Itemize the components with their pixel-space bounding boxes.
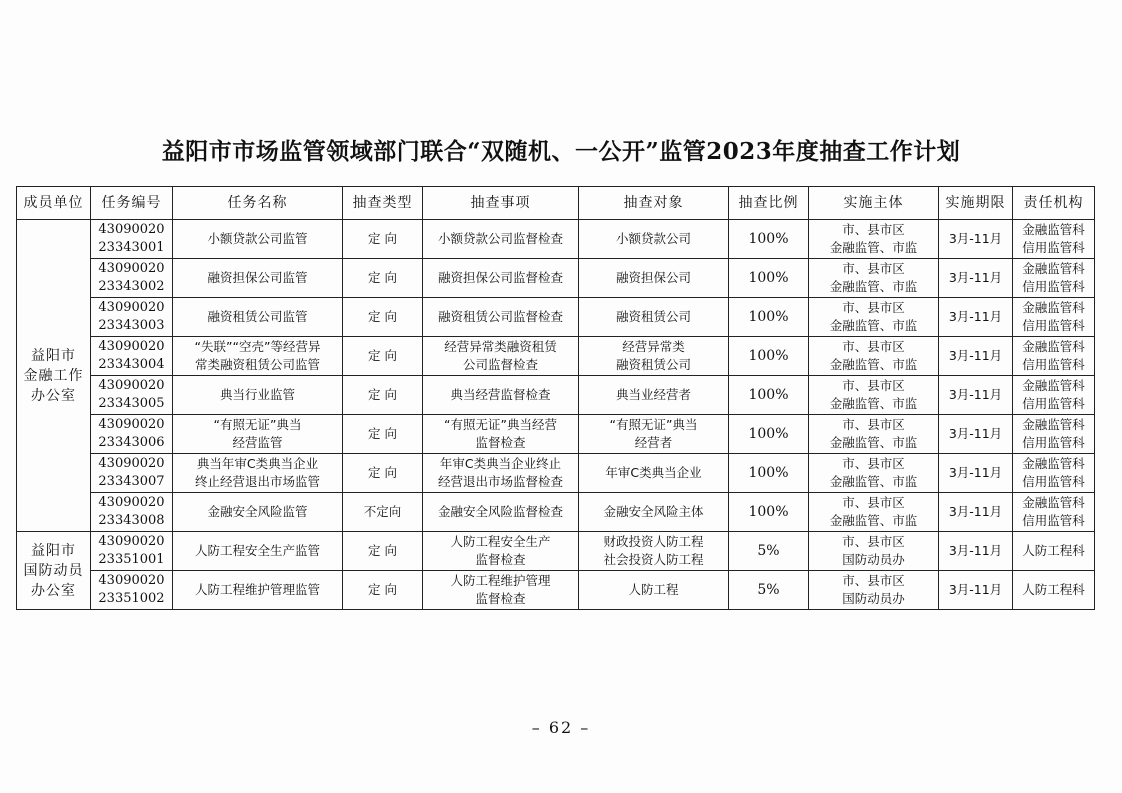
- implementing-body-cell: [809, 376, 939, 415]
- implementing-body-cell: [809, 298, 939, 337]
- task-code-line: 23343004: [98, 357, 165, 372]
- inspection-item-line: 经营异常类融资租赁: [444, 339, 557, 354]
- inspection-item-line: 监督检查: [475, 591, 526, 606]
- inspection-ratio-cell: 5%: [729, 571, 809, 610]
- inspection-target-line: 社会投资人防工程: [603, 552, 704, 567]
- inspection-target-cell: [579, 337, 729, 376]
- responsible-org-line: 金融监管科: [1022, 261, 1085, 276]
- table-row: [17, 220, 1095, 259]
- responsible-org-line: 人防工程科: [1022, 582, 1085, 597]
- task-name-cell: [173, 376, 343, 415]
- inspection-type-cell: 定 向: [343, 454, 423, 493]
- task-code-cell: [91, 337, 173, 376]
- implementing-body-line: 市、县市区: [842, 339, 905, 354]
- implementing-body-line: 市、县市区: [842, 261, 905, 276]
- inspection-ratio-cell: 100%: [729, 337, 809, 376]
- inspection-target-cell: [579, 571, 729, 610]
- inspection-target-cell: [579, 532, 729, 571]
- task-name-cell: [173, 571, 343, 610]
- task-name-cell: [173, 298, 343, 337]
- responsible-org-cell: [1013, 454, 1095, 493]
- implementing-body-line: 金融监管、市监: [829, 474, 918, 489]
- responsible-org-line: 金融监管科: [1022, 339, 1085, 354]
- inspection-item-cell: [423, 532, 579, 571]
- task-name-line: 融资租赁公司监管: [207, 309, 308, 324]
- inspection-target-line: 人防工程: [628, 582, 679, 597]
- responsible-org-line: 金融监管科: [1022, 300, 1085, 315]
- task-name-line: 经营监管: [232, 435, 283, 450]
- implementing-body-line: 国防动员办: [842, 552, 905, 567]
- task-code-line: 43090020: [98, 456, 165, 471]
- responsible-org-cell: [1013, 571, 1095, 610]
- responsible-org-line: 信用监管科: [1022, 318, 1085, 333]
- responsible-org-line: 信用监管科: [1022, 513, 1085, 528]
- inspection-item-line: 经营退出市场监督检查: [437, 474, 563, 489]
- task-code-cell: [91, 259, 173, 298]
- header-member-unit: 成员单位: [17, 187, 91, 220]
- task-code-line: 23343001: [98, 240, 165, 255]
- responsible-org-cell: [1013, 493, 1095, 532]
- member-unit-line: 益阳市: [31, 542, 76, 559]
- implementation-period-cell: 3月-11月: [939, 337, 1013, 376]
- table-row: [17, 571, 1095, 610]
- responsible-org-line: 金融监管科: [1022, 417, 1085, 432]
- task-name-line: 人防工程安全生产监管: [194, 543, 320, 558]
- header-inspection-target: 抽查对象: [579, 187, 729, 220]
- implementing-body-line: 市、县市区: [842, 417, 905, 432]
- inspection-item-cell: [423, 376, 579, 415]
- implementing-body-line: 金融监管、市监: [829, 357, 918, 372]
- table-row: [17, 532, 1095, 571]
- page-number: – 62 –: [531, 718, 591, 737]
- header-responsible-org: 责任机构: [1013, 187, 1095, 220]
- inspection-item-cell: [423, 220, 579, 259]
- responsible-org-line: 金融监管科: [1022, 495, 1085, 510]
- task-name-cell: [173, 493, 343, 532]
- table-row: [17, 259, 1095, 298]
- responsible-org-cell: [1013, 298, 1095, 337]
- page-title: 益阳市市场监管领域部门联合“双随机、一公开”监管2023年度抽查工作计划: [161, 138, 961, 165]
- inspection-item-line: 融资租赁公司监督检查: [437, 309, 563, 324]
- table-body: [17, 220, 1095, 610]
- inspection-target-line: 金融安全风险主体: [603, 504, 704, 519]
- implementing-body-cell: [809, 259, 939, 298]
- task-code-line: 43090020: [98, 378, 165, 393]
- responsible-org-line: 金融监管科: [1022, 378, 1085, 393]
- implementation-period-cell: 3月-11月: [939, 259, 1013, 298]
- implementing-body-line: 市、县市区: [842, 222, 905, 237]
- table-header-row: [17, 187, 1095, 220]
- inspection-target-cell: [579, 493, 729, 532]
- task-code-cell: [91, 298, 173, 337]
- task-code-cell: [91, 532, 173, 571]
- responsible-org-cell: [1013, 532, 1095, 571]
- implementation-period-cell: 3月-11月: [939, 298, 1013, 337]
- task-code-cell: [91, 220, 173, 259]
- implementing-body-line: 金融监管、市监: [829, 435, 918, 450]
- inspection-item-line: 典当经营监督检查: [450, 387, 551, 402]
- task-code-line: 43090020: [98, 339, 165, 354]
- inspection-type-cell: 定 向: [343, 415, 423, 454]
- task-code-line: 43090020: [98, 573, 165, 588]
- member-unit-line: 金融工作: [23, 367, 84, 384]
- inspection-ratio-cell: 100%: [729, 415, 809, 454]
- member-unit-line: 办公室: [31, 582, 76, 599]
- implementing-body-line: 市、县市区: [842, 573, 905, 588]
- task-code-line: 23343006: [98, 435, 165, 450]
- task-code-cell: [91, 376, 173, 415]
- task-name-line: 融资担保公司监管: [207, 270, 308, 285]
- responsible-org-line: 人防工程科: [1022, 543, 1085, 558]
- task-name-line: 典当行业监管: [219, 387, 295, 402]
- inspection-type-cell: 定 向: [343, 571, 423, 610]
- task-name-line: 金融安全风险监管: [207, 504, 308, 519]
- implementing-body-line: 金融监管、市监: [829, 240, 918, 255]
- task-code-line: 23351001: [98, 552, 165, 567]
- header-inspection-ratio: 抽查比例: [729, 187, 809, 220]
- implementation-period-cell: 3月-11月: [939, 220, 1013, 259]
- implementation-period-cell: 3月-11月: [939, 376, 1013, 415]
- inspection-item-cell: [423, 415, 579, 454]
- member-unit-cell: [17, 220, 91, 532]
- implementing-body-cell: [809, 415, 939, 454]
- task-code-cell: [91, 571, 173, 610]
- task-code-line: 43090020: [98, 300, 165, 315]
- inspection-item-cell: [423, 493, 579, 532]
- implementing-body-line: 市、县市区: [842, 300, 905, 315]
- table-row: [17, 415, 1095, 454]
- member-unit-line: 益阳市: [31, 347, 76, 364]
- responsible-org-line: 金融监管科: [1022, 222, 1085, 237]
- inspection-ratio-cell: 100%: [729, 454, 809, 493]
- implementing-body-line: 金融监管、市监: [829, 396, 918, 411]
- inspection-type-cell: 定 向: [343, 220, 423, 259]
- responsible-org-cell: [1013, 337, 1095, 376]
- responsible-org-line: 金融监管科: [1022, 456, 1085, 471]
- responsible-org-line: 信用监管科: [1022, 357, 1085, 372]
- task-code-line: 43090020: [98, 417, 165, 432]
- task-code-line: 23343003: [98, 318, 165, 333]
- inspection-item-cell: [423, 298, 579, 337]
- header-inspection-type: 抽查类型: [343, 187, 423, 220]
- inspection-target-line: 融资租赁公司: [615, 309, 691, 324]
- inspection-ratio-cell: 100%: [729, 259, 809, 298]
- member-unit-line: 国防动员: [23, 562, 84, 579]
- responsible-org-cell: [1013, 259, 1095, 298]
- task-code-line: 23343007: [98, 474, 165, 489]
- task-name-line: 终止经营退出市场监管: [194, 474, 320, 489]
- implementation-period-cell: 3月-11月: [939, 493, 1013, 532]
- task-code-cell: [91, 454, 173, 493]
- inspection-ratio-cell: 100%: [729, 220, 809, 259]
- task-name-cell: [173, 454, 343, 493]
- implementing-body-cell: [809, 337, 939, 376]
- inspection-ratio-cell: 5%: [729, 532, 809, 571]
- implementing-body-line: 市、县市区: [842, 495, 905, 510]
- implementing-body-line: 国防动员办: [842, 591, 905, 606]
- inspection-ratio-cell: 100%: [729, 298, 809, 337]
- inspection-item-line: 小额贷款公司监督检查: [437, 231, 563, 246]
- implementing-body-line: 市、县市区: [842, 456, 905, 471]
- task-code-line: 23351002: [98, 591, 165, 606]
- inspection-target-cell: [579, 454, 729, 493]
- inspection-type-cell: 不定向: [343, 493, 423, 532]
- inspection-target-line: 年审C类典当企业: [605, 465, 702, 480]
- table-row: [17, 493, 1095, 532]
- table-row: [17, 376, 1095, 415]
- header-implementing-body: 实施主体: [809, 187, 939, 220]
- inspection-plan-table: [16, 186, 1095, 610]
- task-code-line: 43090020: [98, 222, 165, 237]
- inspection-type-cell: 定 向: [343, 532, 423, 571]
- responsible-org-cell: [1013, 220, 1095, 259]
- inspection-target-cell: [579, 376, 729, 415]
- responsible-org-cell: [1013, 415, 1095, 454]
- inspection-target-line: 经营异常类: [622, 339, 685, 354]
- member-unit-cell: [17, 532, 91, 610]
- task-name-line: 常类融资租赁公司监管: [194, 357, 320, 372]
- responsible-org-line: 信用监管科: [1022, 240, 1085, 255]
- responsible-org-line: 信用监管科: [1022, 279, 1085, 294]
- inspection-item-cell: [423, 571, 579, 610]
- inspection-item-line: 人防工程维护管理: [450, 573, 551, 588]
- inspection-target-cell: [579, 415, 729, 454]
- inspection-target-line: 财政投资人防工程: [603, 534, 704, 549]
- implementation-period-cell: 3月-11月: [939, 415, 1013, 454]
- task-code-line: 23343005: [98, 396, 165, 411]
- task-name-line: 人防工程维护管理监管: [194, 582, 320, 597]
- task-name-line: “有照无证”典当: [213, 417, 302, 432]
- inspection-item-line: 年审C类典当企业终止: [439, 456, 562, 471]
- inspection-item-cell: [423, 259, 579, 298]
- task-code-line: 43090020: [98, 495, 165, 510]
- inspection-target-line: 典当业经营者: [615, 387, 691, 402]
- implementing-body-cell: [809, 571, 939, 610]
- responsible-org-line: 信用监管科: [1022, 435, 1085, 450]
- implementing-body-line: 金融监管、市监: [829, 513, 918, 528]
- inspection-type-cell: 定 向: [343, 376, 423, 415]
- inspection-ratio-cell: 100%: [729, 376, 809, 415]
- task-name-line: “失联”“空壳”等经营异: [194, 339, 321, 354]
- header-task-name: 任务名称: [173, 187, 343, 220]
- inspection-item-line: “有照无证”典当经营: [444, 417, 557, 432]
- inspection-ratio-cell: 100%: [729, 493, 809, 532]
- inspection-target-line: 融资担保公司: [615, 270, 691, 285]
- task-code-line: 23343008: [98, 513, 165, 528]
- implementation-period-cell: 3月-11月: [939, 454, 1013, 493]
- task-code-line: 43090020: [98, 534, 165, 549]
- inspection-item-line: 人防工程安全生产: [450, 534, 551, 549]
- inspection-target-line: 经营者: [634, 435, 673, 450]
- responsible-org-cell: [1013, 376, 1095, 415]
- table-row: [17, 298, 1095, 337]
- inspection-target-line: “有照无证”典当: [609, 417, 698, 432]
- responsible-org-line: 信用监管科: [1022, 474, 1085, 489]
- inspection-item-line: 金融安全风险监督检查: [437, 504, 563, 519]
- task-name-line: 小额贷款公司监管: [207, 231, 308, 246]
- inspection-type-cell: 定 向: [343, 337, 423, 376]
- header-implementation-period: 实施期限: [939, 187, 1013, 220]
- task-name-cell: [173, 259, 343, 298]
- implementation-period-cell: 3月-11月: [939, 532, 1013, 571]
- inspection-target-cell: [579, 298, 729, 337]
- header-inspection-item: 抽查事项: [423, 187, 579, 220]
- inspection-item-cell: [423, 337, 579, 376]
- responsible-org-line: 信用监管科: [1022, 396, 1085, 411]
- task-name-cell: [173, 220, 343, 259]
- inspection-target-cell: [579, 220, 729, 259]
- inspection-target-cell: [579, 259, 729, 298]
- table-row: [17, 337, 1095, 376]
- implementing-body-cell: [809, 454, 939, 493]
- task-code-cell: [91, 415, 173, 454]
- implementation-period-cell: 3月-11月: [939, 571, 1013, 610]
- inspection-item-cell: [423, 454, 579, 493]
- implementing-body-cell: [809, 493, 939, 532]
- inspection-item-line: 融资担保公司监督检查: [437, 270, 563, 285]
- implementing-body-line: 金融监管、市监: [829, 318, 918, 333]
- inspection-item-line: 监督检查: [475, 552, 526, 567]
- inspection-type-cell: 定 向: [343, 259, 423, 298]
- implementing-body-cell: [809, 532, 939, 571]
- task-name-cell: [173, 337, 343, 376]
- inspection-item-line: 监督检查: [475, 435, 526, 450]
- implementing-body-cell: [809, 220, 939, 259]
- member-unit-line: 办公室: [31, 387, 76, 404]
- implementing-body-line: 市、县市区: [842, 378, 905, 393]
- table-row: [17, 454, 1095, 493]
- task-code-line: 43090020: [98, 261, 165, 276]
- implementing-body-line: 市、县市区: [842, 534, 905, 549]
- inspection-target-line: 融资租赁公司: [615, 357, 691, 372]
- inspection-item-line: 公司监督检查: [462, 357, 538, 372]
- header-task-code: 任务编号: [91, 187, 173, 220]
- inspection-target-line: 小额贷款公司: [615, 231, 691, 246]
- task-code-line: 23343002: [98, 279, 165, 294]
- task-name-cell: [173, 415, 343, 454]
- inspection-type-cell: 定 向: [343, 298, 423, 337]
- implementing-body-line: 金融监管、市监: [829, 279, 918, 294]
- task-code-cell: [91, 493, 173, 532]
- task-name-cell: [173, 532, 343, 571]
- task-name-line: 典当年审C类典当企业: [196, 456, 319, 471]
